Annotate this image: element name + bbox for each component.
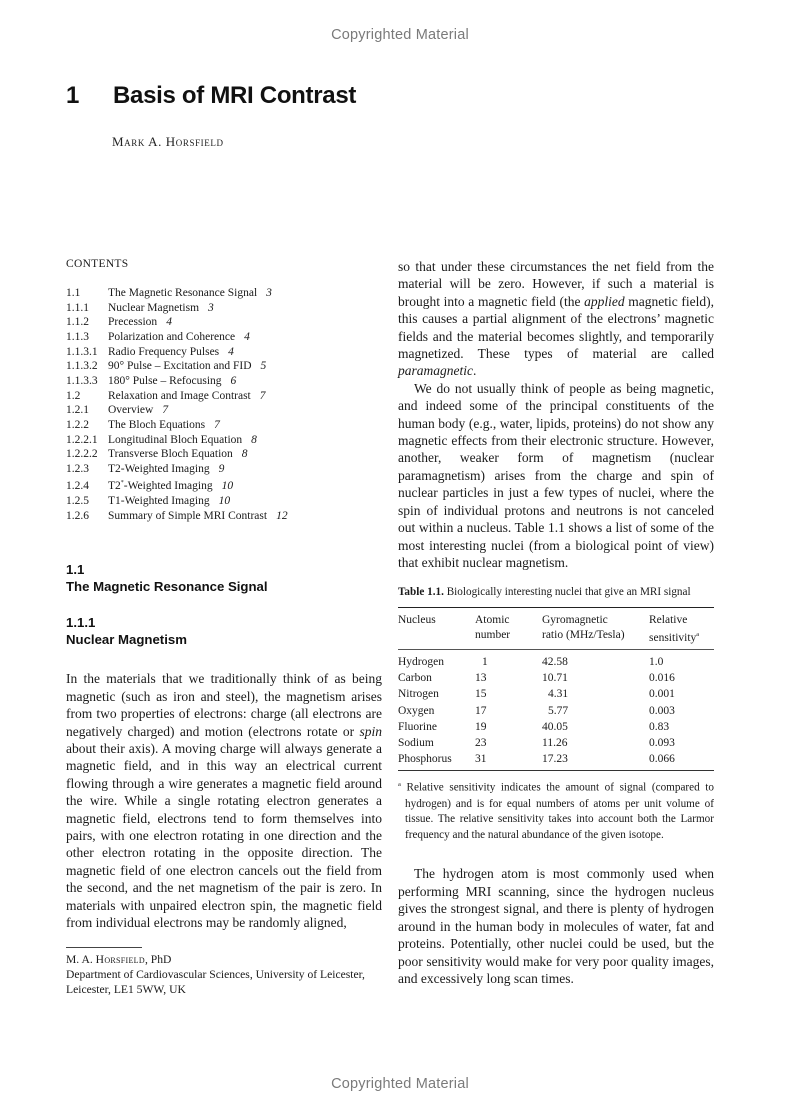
cell-relative-sensitivity: 0.093 [649, 736, 675, 749]
table-header-row [398, 608, 714, 650]
cell-nucleus: Sodium [398, 736, 434, 749]
header-line: sensitivity [649, 631, 697, 644]
toc-page: 4 [244, 330, 250, 343]
contents-heading: CONTENTS [66, 258, 129, 270]
toc-item[interactable] [66, 345, 382, 360]
left-column [66, 258, 382, 997]
table-caption [398, 586, 714, 598]
cell-nucleus: Carbon [398, 672, 432, 685]
toc-page: 9 [218, 462, 225, 475]
toc-page: 12 [276, 509, 288, 522]
toc-number: 1.2.2.1 [66, 433, 98, 446]
toc-item[interactable] [66, 389, 382, 404]
toc-title: Longitudinal Bloch Equation [108, 433, 243, 446]
body-paragraph: We do not usually think of people as being magnetic, and indeed some of the principal constituents of the human body (e.g., water, lipids, proteins) do not show any magnetic effects from their electronic structure. However, another, weaker form of magnetism (nuclear paramagnetism) arises from the charge and spin of nuclear particles in just a few types of nuclei, where the spin of individual protons and neutrons is not canceled out within a nucleus. Table 1.1 shows a list of some of the most interesting nuclei (from a biological point of view) that exhibit nuclear magnetism. [398, 380, 714, 570]
header-line: Nucleus [398, 614, 436, 627]
superscript-asterisk: * [120, 480, 124, 487]
toc-title: The Bloch Equations [108, 418, 206, 431]
toc-number: 1.2.2 [66, 418, 89, 431]
cell-nucleus: Oxygen [398, 704, 435, 717]
toc-page: 8 [251, 433, 257, 446]
footnote-text: Relative sensitivity indicates the amount of signal (compared to hydrogen) and is for equal numbers of atoms per unit volume of tissue. The relative sensitivity takes into account both the Larmor frequency and the natural abundance of the given isotope. [400, 782, 714, 841]
toc-item[interactable] [66, 462, 382, 477]
toc-page: 3 [266, 287, 272, 299]
toc-item[interactable] [66, 315, 382, 330]
toc-number: 1.2 [66, 389, 81, 402]
cell-atomic-number: 13 [475, 672, 487, 685]
affiliation-surname: Horsfield [95, 953, 145, 967]
cell-gyromagnetic-ratio: 5.77 [548, 704, 569, 717]
toc-title: T2*-Weighted Imaging [108, 480, 213, 493]
table-row [398, 703, 714, 719]
body-text-run: . [473, 363, 477, 379]
toc-title: Transverse Bloch Equation [108, 448, 233, 461]
affiliation-address: Department of Cardiovascular Sciences, University of Leicester, Leicester, LE1 5WW, UK [66, 968, 365, 996]
toc-title: Nuclear Magnetism [108, 301, 200, 314]
toc-item[interactable] [66, 433, 382, 448]
cell-relative-sensitivity: 0.001 [649, 688, 675, 701]
cell-atomic-number: 23 [475, 736, 487, 749]
toc-number: 1.1.3.3 [66, 374, 98, 387]
section-number: 1.1.1 [66, 615, 96, 631]
cell-gyromagnetic-ratio: 17.23 [542, 753, 568, 766]
section-title: Nuclear Magnetism [66, 632, 187, 648]
toc-title: 180° Pulse – Refocusing [108, 374, 222, 387]
table-row [398, 649, 714, 670]
emphasis-text: applied [584, 293, 625, 309]
cell-nucleus: Nitrogen [398, 688, 439, 701]
section-title: The Magnetic Resonance Signal [66, 579, 268, 595]
toc-item[interactable] [66, 374, 382, 389]
affiliation-degree: , PhD [144, 953, 172, 967]
toc-page: 8 [241, 448, 248, 461]
toc-number: 1.1.3.1 [66, 345, 98, 358]
toc-title: Summary of Simple MRI Contrast [108, 509, 268, 522]
table-row [398, 670, 714, 686]
toc-number: 1.1.1 [66, 301, 89, 314]
cell-atomic-number: 19 [475, 720, 487, 733]
body-text-run: about their axis). A moving charge will always generate a magnetic field, and in this way an electrical current flowing through a wire generates a magnetic field around the wire. While a single rotating electron generates a magnetic field, electrons tend to form themselves into pairs, with one electron rotating in one direction and the other electron rotating in the opposite direction. The magnetic field of one electron cancels out the field from the second, and the net magnetism of the pair is zero. In materials with unpaired electron spin, the magnetic field from individual electrons may be randomly aligned, [66, 740, 382, 931]
toc-title: Precession [108, 316, 158, 329]
toc-number: 1.1.3 [66, 330, 89, 343]
toc-number: 1.2.5 [66, 495, 89, 508]
section-number: 1.1 [66, 562, 85, 578]
table-row [398, 686, 714, 702]
toc-item[interactable] [66, 494, 382, 509]
toc-title: Radio Frequency Pulses [108, 345, 220, 358]
table-row [398, 751, 714, 771]
toc-page: 10 [221, 480, 234, 493]
cell-atomic-number: 17 [475, 704, 487, 717]
toc-title: Polarization and Coherence [108, 330, 236, 343]
cell-gyromagnetic-ratio: 4.31 [548, 688, 569, 701]
cell-gyromagnetic-ratio: 11.26 [542, 736, 568, 749]
table-row [398, 719, 714, 735]
toc-page: 7 [259, 389, 266, 402]
cell-gyromagnetic-ratio: 10.71 [542, 672, 568, 685]
section-heading-1-1 [66, 561, 382, 595]
toc-page: 3 [208, 301, 214, 314]
toc-number: 1.2.6 [66, 509, 89, 522]
cell-nucleus: Hydrogen [398, 655, 444, 668]
body-text-run: so that under these circumstances the net field from the material will be zero. However, if such a material is brought into a magnetic field (the [398, 259, 714, 309]
body-text-run: In the materials that we traditionally think of as being magnetic (such as iron and steel), the magnetism arises from two properties of electrons: charge (all electrons are negatively charged) and motion (electrons rotate or [66, 671, 382, 739]
cell-nucleus: Phosphorus [398, 753, 452, 766]
header-line: number [475, 628, 511, 641]
header-line: Atomic [475, 614, 510, 627]
toc-item[interactable] [66, 286, 382, 301]
table-row [398, 735, 714, 751]
chapter-heading [66, 82, 356, 110]
toc-item[interactable] [66, 447, 382, 462]
cell-atomic-number: 15 [475, 688, 487, 701]
cell-atomic-number: 1 [482, 655, 488, 668]
emphasis-text: spin [359, 723, 382, 739]
cell-gyromagnetic-ratio: 42.58 [542, 655, 568, 668]
header-line: Relative [649, 614, 688, 627]
column-header [542, 608, 649, 650]
chapter-title: Basis of MRI Contrast [113, 82, 357, 109]
emphasis-text: paramagnetic [398, 363, 473, 379]
chapter-author: Mark A. Horsfield [112, 134, 224, 149]
toc-title: Overview [108, 404, 154, 417]
toc-title: The Magnetic Resonance Signal [108, 287, 258, 299]
toc-number: 1.2.4 [66, 480, 89, 493]
toc-number: 1.2.3 [66, 462, 89, 475]
cell-relative-sensitivity: 0.016 [649, 672, 675, 685]
toc-page: 4 [228, 345, 234, 358]
toc-item[interactable] [66, 359, 382, 374]
watermark-bottom: Copyrighted Material [331, 1076, 469, 1092]
footnote-marker: a [398, 781, 401, 789]
header-line: Gyromagnetic [542, 614, 608, 627]
column-header [475, 608, 542, 650]
toc-title: 90° Pulse – Excitation and FID [108, 360, 252, 373]
cell-gyromagnetic-ratio: 40.05 [542, 720, 568, 733]
toc-page: 7 [162, 404, 169, 417]
body-paragraph [398, 258, 714, 380]
chapter-number: 1 [66, 82, 80, 109]
body-paragraph: The hydrogen atom is most commonly used when performing MRI scanning, since the hydrogen nucleus gives the strongest signal, and there is plenty of hydrogen around in the human body in molecules of water, fat and proteins. Potentially, other nuclei could be used, but the poor sensitivity would make for very poor quality images, and excessively long scan times. [398, 866, 714, 986]
affiliation-name-prefix: M. A. [66, 953, 96, 967]
watermark-top: Copyrighted Material [331, 27, 469, 43]
footnote-divider [66, 947, 142, 948]
toc-number: 1.1.3.2 [66, 360, 98, 373]
body-text-run: magnetic field), this causes a partial alignment of the electrons’ magnetic fields and the material becomes slightly, and temporarily magnetized. These types of material are called [398, 293, 714, 362]
toc-page: 10 [218, 495, 231, 508]
toc-title: Relaxation and Image Contrast [108, 389, 251, 402]
body-paragraph [66, 670, 382, 931]
nuclei-table [398, 607, 714, 771]
table-caption-text: Biologically interesting nuclei that give an MRI signal [443, 586, 691, 599]
toc-number: 1.2.2.2 [66, 448, 98, 461]
toc-item[interactable] [66, 301, 382, 316]
toc-item[interactable] [66, 403, 382, 418]
toc-title: T2-Weighted Imaging [108, 462, 210, 475]
table-footnote [398, 777, 714, 843]
toc-page: 4 [166, 316, 172, 329]
toc-number: 1.1.2 [66, 316, 89, 329]
author-affiliation [66, 953, 382, 997]
column-header [649, 608, 714, 650]
cell-atomic-number: 31 [475, 753, 487, 766]
toc-item[interactable] [66, 418, 382, 433]
cell-relative-sensitivity: 0.83 [649, 720, 670, 733]
section-heading-1-1-1 [66, 614, 382, 648]
cell-relative-sensitivity: 1.0 [649, 655, 664, 668]
header-line: ratio (MHz/Tesla) [542, 628, 625, 641]
cell-relative-sensitivity: 0.066 [649, 753, 675, 766]
toc-number: 1.2.1 [66, 404, 89, 417]
toc-page: 6 [230, 374, 237, 387]
footnote-marker: a [696, 630, 700, 638]
toc-item[interactable] [66, 509, 382, 524]
affiliation-name [66, 953, 382, 968]
cell-nucleus: Fluorine [398, 720, 437, 733]
right-column [398, 258, 714, 987]
toc-number: 1.1 [66, 287, 81, 299]
toc-item[interactable] [66, 477, 382, 494]
toc-title: T1-Weighted Imaging [108, 495, 210, 508]
toc-page: 7 [214, 418, 220, 431]
cell-relative-sensitivity: 0.003 [649, 704, 675, 717]
column-header [398, 608, 475, 650]
toc-page: 5 [260, 360, 267, 373]
table-of-contents [66, 286, 382, 523]
table-label: Table 1.1. [398, 586, 444, 599]
toc-item[interactable] [66, 330, 382, 345]
